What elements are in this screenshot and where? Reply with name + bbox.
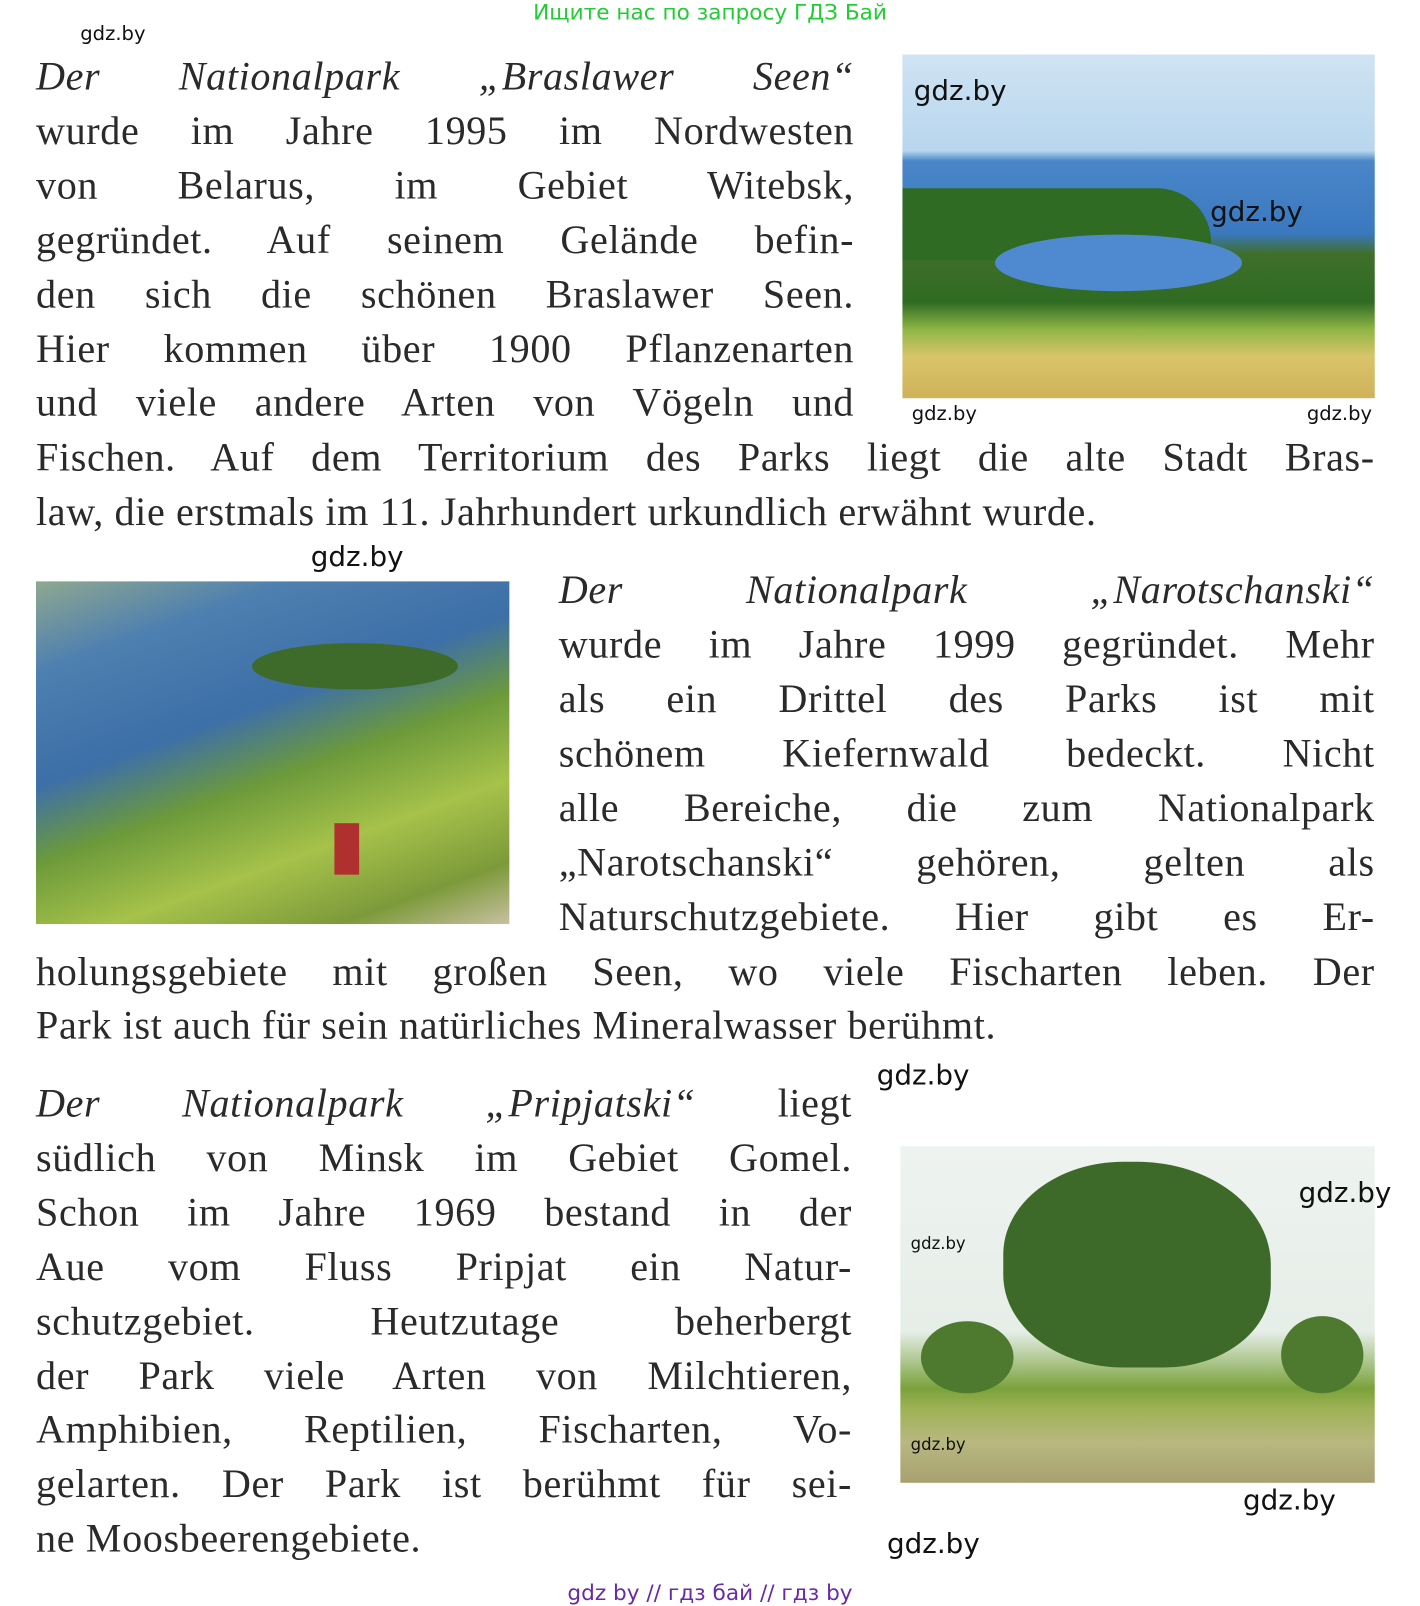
text-line: Aue vom Fluss Pripjat ein Natur- [36, 1245, 853, 1290]
text-line [36, 1076, 852, 1131]
text-line: schutzgebiet. Heutzutage beherbergt [36, 1299, 853, 1344]
text-line: schönem Kiefernwald bedeckt. Nicht [558, 731, 1375, 776]
text-line: Park ist auch für sein natürliches Mineralwasser berühmt. [36, 1003, 997, 1048]
text-line [559, 563, 1375, 618]
text-line: Fischen. Auf dem Territorium des Parks liegt die alte Stadt Bras- [36, 435, 1375, 480]
text-line: law, die erstmals im 11. Jahrhundert urkundlich erwähnt wurde. [36, 489, 1097, 535]
narochanski-aerial-photo [36, 581, 509, 924]
text-fragment: liegt [695, 1081, 853, 1126]
text-line: Naturschutzgebiete. Hier gibt es Er- [558, 895, 1375, 940]
watermark: gdz.by [910, 1233, 966, 1254]
text-line: wurde im Jahre 1999 gegründet. Mehr [558, 622, 1375, 667]
watermark: gdz.by [876, 1059, 970, 1092]
text-line: holungsgebiete mit großen Seen, wo viele Fischarten leben. Der [36, 949, 1375, 995]
watermark: gdz.by [310, 541, 404, 574]
text-line: „Narotschanski“ gehören, gelten als [558, 840, 1375, 885]
text-line: alle Bereiche, die zum Nationalpark [558, 786, 1375, 831]
park-title-pripyat: Der Nationalpark „Pripjatski“ [36, 1081, 696, 1126]
text-line: gegründet. Auf seinem Gelände befin- [36, 218, 855, 263]
text-line: Hier kommen über 1900 Pflanzenarten [36, 327, 855, 372]
text-line: von Belarus, im Gebiet Witebsk, [36, 163, 855, 208]
text-line: ne Moosbeerengebiete. [36, 1516, 422, 1561]
text-line: als ein Drittel des Parks ist mit [558, 677, 1375, 722]
text-line: und viele andere Arten von Vögeln und [36, 380, 855, 425]
watermark: gdz.by [1306, 402, 1373, 425]
park-title-braslaw: Der Nationalpark „Braslawer Seen“ [36, 54, 855, 99]
text-line: der Park viele Arten von Milchtieren, [36, 1354, 853, 1399]
watermark: gdz.by [910, 1434, 966, 1454]
watermark: gdz.by [1243, 1484, 1336, 1517]
watermark: gdz.by [80, 22, 146, 46]
watermark: gdz.by [913, 75, 1007, 108]
watermark: gdz.by [886, 1528, 980, 1560]
text-line [36, 49, 854, 104]
park-title-narochanski: Der Nationalpark „Narotschanski“ [558, 568, 1375, 613]
text-line: den sich die schönen Braslawer Seen. [36, 272, 855, 317]
footer-links[interactable]: gdz by // гдз бай // гдз by [567, 1580, 853, 1606]
text-line: Amphibien, Reptilien, Fischarten, Vo- [36, 1407, 853, 1452]
watermark: gdz.by [1210, 196, 1303, 229]
watermark: gdz.by [911, 402, 977, 425]
text-line: Schon im Jahre 1969 bestand in der [36, 1190, 853, 1235]
text-line: wurde im Jahre 1995 im Nordwesten [36, 109, 855, 154]
watermark: gdz.by [1298, 1177, 1392, 1210]
text-line: südlich von Minsk im Gebiet Gomel. [36, 1136, 853, 1181]
search-banner[interactable]: Ищите нас по запросу ГДЗ Бай [533, 0, 887, 25]
text-line: gelarten. Der Park ist berühmt für sei- [36, 1462, 853, 1507]
